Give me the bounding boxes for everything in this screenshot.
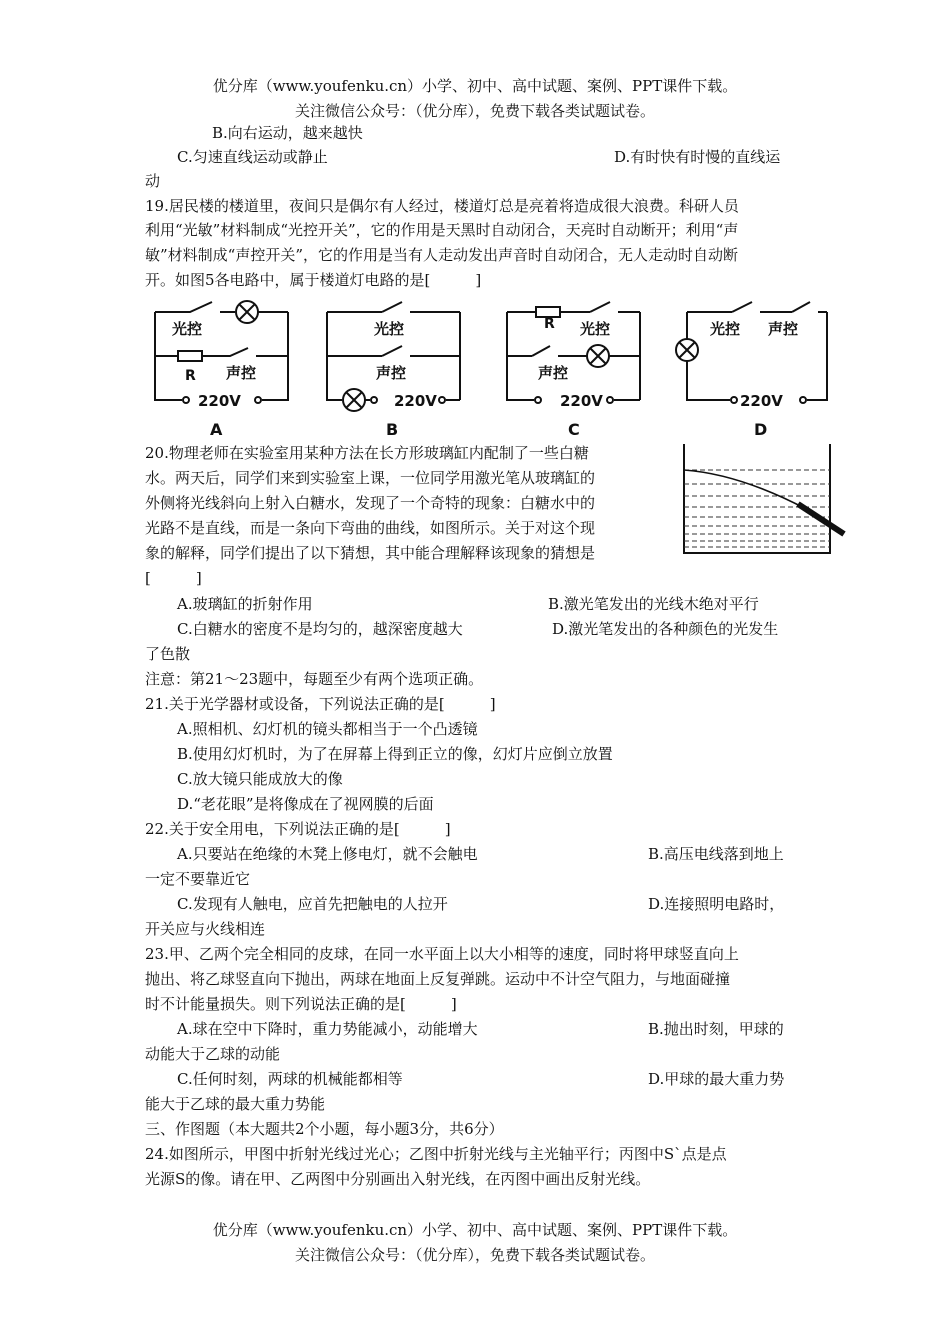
q24-stem-2: 光源S的像。请在甲、乙两图中分别画出入射光线，在丙图中画出反射光线。 [145,1170,651,1188]
q20-option-b: B.激光笔发出的光线木绝对平行 [548,595,759,613]
q23-option-b: B.抛出时刻，甲球的 [648,1020,784,1038]
label-light-switch-b: 光控 [374,320,405,338]
label-sound-switch-c: 声控 [538,364,569,382]
q18-option-d: D.有时快有时慢的直线运 [614,148,781,166]
q19-circuit-figure [140,290,840,440]
q23-stem-3: 时不计能量损失。则下列说法正确的是[ ] [145,995,457,1013]
circuit-a [155,301,288,403]
note-multi-answer: 注意：第21～23题中，每题至少有两个选项正确。 [145,670,484,688]
label-d: D [754,420,768,439]
label-voltage-d: 220V [740,392,783,410]
footer-line-2: 关注微信公众号：（优分库），免费下载各类试题试卷。 [294,1246,655,1264]
q20-stem-5: 象的解释，同学们提出了以下猜想，其中能合理解释该现象的猜想是 [145,544,596,562]
label-voltage-a: 220V [198,392,241,410]
label-light-switch-a: 光控 [172,320,203,338]
label-b: B [386,420,399,439]
q19-stem-1: 19.居民楼的楼道里，夜间只是偶尔有人经过，楼道灯总是亮着将造成很大浪费。科研人员 [145,197,739,215]
circuit-c [507,302,640,403]
label-light-switch-c: 光控 [580,320,611,338]
q20-stem-6: [ ] [145,569,202,587]
label-sound-switch-d: 声控 [768,320,799,338]
q22-stem: 22.关于安全用电，下列说法正确的是[ ] [145,820,451,838]
label-resistor-c: R [544,316,555,332]
q20-stem-1: 20.物理老师在实验室用某种方法在长方形玻璃缸内配制了一些白糖 [145,444,589,462]
q24-stem-1: 24.如图所示，甲图中折射光线过光心；乙图中折射光线与主光轴平行；丙图中S`点是点 [145,1145,727,1163]
q23-stem-1: 23.甲、乙两个完全相同的皮球，在同一水平面上以大小相等的速度，同时将甲球竖直向上 [145,945,739,963]
q21-stem: 21.关于光学器材或设备，下列说法正确的是[ ] [145,695,496,713]
q18-option-b: B.向右运动，越来越快 [212,124,363,142]
q22-option-b-cont: 一定不要靠近它 [145,870,251,888]
q23-stem-2: 抛出、将乙球竖直向下抛出，两球在地面上反复弹跳。运动中不计空气阻力，与地面碰撞 [145,970,731,988]
q19-stem-3: 敏”材料制成“声控开关”，它的作用是当有人走动发出声音时自动闭合，无人走动时自动断 [145,246,739,264]
label-sound-switch-b: 声控 [376,364,407,382]
q22-option-d: D.连接照明电路时， [648,895,785,913]
label-voltage-b: 220V [394,392,437,410]
q23-option-a: A.球在空中下降时，重力势能减小，动能增大 [177,1020,478,1038]
label-sound-switch-a: 声控 [226,364,257,382]
q18-option-c: C.匀速直线运动或静止 [177,148,328,166]
q20-option-c: C.白糖水的密度不是均匀的，越深密度越大 [177,620,463,638]
label-a: A [210,420,223,439]
label-voltage-c: 220V [560,392,603,410]
q23-option-c: C.任何时刻，两球的机械能都相等 [177,1070,403,1088]
q20-stem-2: 水。两天后，同学们来到实验室上课，一位同学用激光笔从玻璃缸的 [145,469,596,487]
q20-stem-4: 光路不是直线，而是一条向下弯曲的曲线，如图所示。关于对这个现 [145,519,596,537]
q23-option-b-cont: 动能大于乙球的动能 [145,1045,281,1063]
q20-glass-tank-figure [680,440,850,560]
laser-beam-path [684,470,808,510]
label-light-switch-d: 光控 [710,320,741,338]
label-resistor-a: R [185,368,196,384]
header-line-1: 优分库（www.youfenku.cn）小学、初中、高中试题、案例、PPT课件下载。 [212,77,738,95]
resistor-a [178,351,202,361]
label-c: C [568,420,580,439]
q23-option-d-cont: 能大于乙球的最大重力势能 [145,1095,326,1113]
section-3-title: 三、作图题（本大题共2个小题，每小题3分，共6分） [145,1120,504,1138]
q22-option-b: B.高压电线落到地上 [648,845,784,863]
q21-option-a: A.照相机、幻灯机的镜头都相当于一个凸透镜 [177,720,478,738]
header-line-2: 关注微信公众号：（优分库），免费下载各类试题试卷。 [294,102,655,120]
q18-option-d-cont: 动 [145,172,161,190]
q21-option-d: D.“老花眼”是将像成在了视网膜的后面 [177,795,434,813]
q20-option-d-cont: 了色散 [145,645,191,663]
laser-pen [798,504,844,534]
q21-option-c: C.放大镜只能成放大的像 [177,770,343,788]
q22-option-d-cont: 开关应与火线相连 [145,920,266,938]
q22-option-a: A.只要站在绝缘的木凳上修电灯，就不会触电 [177,845,478,863]
footer-line-1: 优分库（www.youfenku.cn）小学、初中、高中试题、案例、PPT课件下载。 [212,1221,738,1239]
q20-stem-3: 外侧将光线斜向上射入白糖水，发现了一个奇特的现象：白糖水中的 [145,494,596,512]
circuit-d [676,302,827,403]
q20-option-a: A.玻璃缸的折射作用 [177,595,313,613]
q23-option-d: D.甲球的最大重力势 [648,1070,785,1088]
q22-option-c: C.发现有人触电，应首先把触电的人拉开 [177,895,448,913]
q21-option-b: B.使用幻灯机时，为了在屏幕上得到正立的像，幻灯片应倒立放置 [177,745,613,763]
q20-option-d: D.激光笔发出的各种颜色的光发生 [552,620,779,638]
q19-stem-2: 利用“光敏”材料制成“光控开关”，它的作用是天黑时自动闭合，天亮时自动断开；利用“声 [145,221,739,239]
q19-stem-4: 开。如图5各电路中，属于楼道灯电路的是[ ] [145,271,482,289]
